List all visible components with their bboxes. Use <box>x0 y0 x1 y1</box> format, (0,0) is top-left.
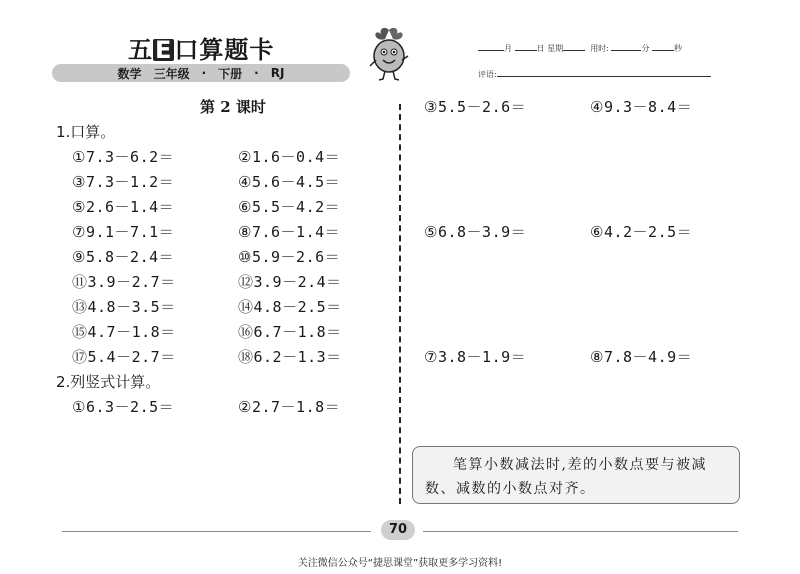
page-number: 70 <box>381 520 415 540</box>
problem: ①6.3－2.5＝ <box>72 398 175 416</box>
month-label: 月 <box>504 44 512 53</box>
minutes-label: 分 <box>641 44 650 53</box>
problem: ⑦3.8－1.9＝ <box>424 348 527 366</box>
subject-bar <box>52 64 350 82</box>
problem: ⑬4.8－3.5＝ <box>72 298 176 316</box>
problem: ③7.3－1.2＝ <box>72 173 175 191</box>
minutes-blank[interactable] <box>611 42 641 51</box>
tip-box <box>412 446 740 504</box>
brand-title <box>128 30 274 65</box>
problem: ①7.3－6.2＝ <box>72 148 175 166</box>
brand-e-logo: E <box>155 36 173 64</box>
tip-text: 笔算小数减法时,差的小数点要与被减数、减数的小数点对齐。 <box>425 457 707 497</box>
problem: ⑧7.8－4.9＝ <box>590 348 693 366</box>
comment-line <box>478 68 711 80</box>
problem: ⑱6.2－1.3＝ <box>238 348 342 366</box>
problem: ⑫3.9－2.4＝ <box>238 273 342 291</box>
volume-label: 下册 <box>218 66 243 81</box>
seconds-label: 秒 <box>673 44 682 53</box>
problem: ⑰5.4－2.7＝ <box>72 348 176 366</box>
edition-label: RJ <box>270 66 285 80</box>
problem: ⑮4.7－1.8＝ <box>72 323 176 341</box>
comment-blank[interactable] <box>497 68 711 77</box>
time-used-label: 用时: <box>590 44 609 53</box>
subject-label: 数学 <box>117 66 142 81</box>
problem: ②2.7－1.8＝ <box>238 398 341 416</box>
grade-label: 三年级 <box>153 66 190 81</box>
column-divider <box>399 104 401 504</box>
day-label: 日 <box>536 44 545 53</box>
lesson-title: 第 2 课时 <box>200 98 266 116</box>
dot-separator: · <box>201 66 207 80</box>
problem: ⑦9.1－7.1＝ <box>72 223 175 241</box>
radish-mascot-icon <box>365 26 413 82</box>
section1-title: 1.口算。 <box>56 123 116 141</box>
week-label: 星期 <box>547 44 564 53</box>
problem: ⑨5.8－2.4＝ <box>72 248 175 266</box>
problem: ④5.6－4.5＝ <box>238 173 341 191</box>
comment-label: 评语: <box>478 70 497 79</box>
problem: ②1.6－0.4＝ <box>238 148 341 166</box>
dot-separator: · <box>254 66 259 80</box>
problem: ⑥4.2－2.5＝ <box>590 223 693 241</box>
brand-left: 五 <box>128 36 153 64</box>
day-blank[interactable] <box>515 42 537 51</box>
date-time-line <box>478 42 682 54</box>
problem: ⑭4.8－2.5＝ <box>238 298 342 316</box>
problem: ④9.3－8.4＝ <box>590 98 693 116</box>
problem: ⑪3.9－2.7＝ <box>72 273 176 291</box>
problem: ⑥5.5－4.2＝ <box>238 198 341 216</box>
footer-note: 关注微信公众号“捷思课堂”获取更多学习资料! <box>297 558 503 569</box>
problem: ⑧7.6－1.4＝ <box>238 223 341 241</box>
problem: ⑤6.8－3.9＝ <box>424 223 527 241</box>
week-blank[interactable] <box>563 42 585 51</box>
brand-right: 口算题卡 <box>174 36 275 64</box>
problem: ⑩5.9－2.6＝ <box>238 248 341 266</box>
seconds-blank[interactable] <box>652 42 674 51</box>
problem: ⑯6.7－1.8＝ <box>238 323 342 341</box>
problem: ⑤2.6－1.4＝ <box>72 198 175 216</box>
section2-title: 2.列竖式计算。 <box>56 373 161 391</box>
month-blank[interactable] <box>478 42 504 51</box>
problem: ③5.5－2.6＝ <box>424 98 527 116</box>
